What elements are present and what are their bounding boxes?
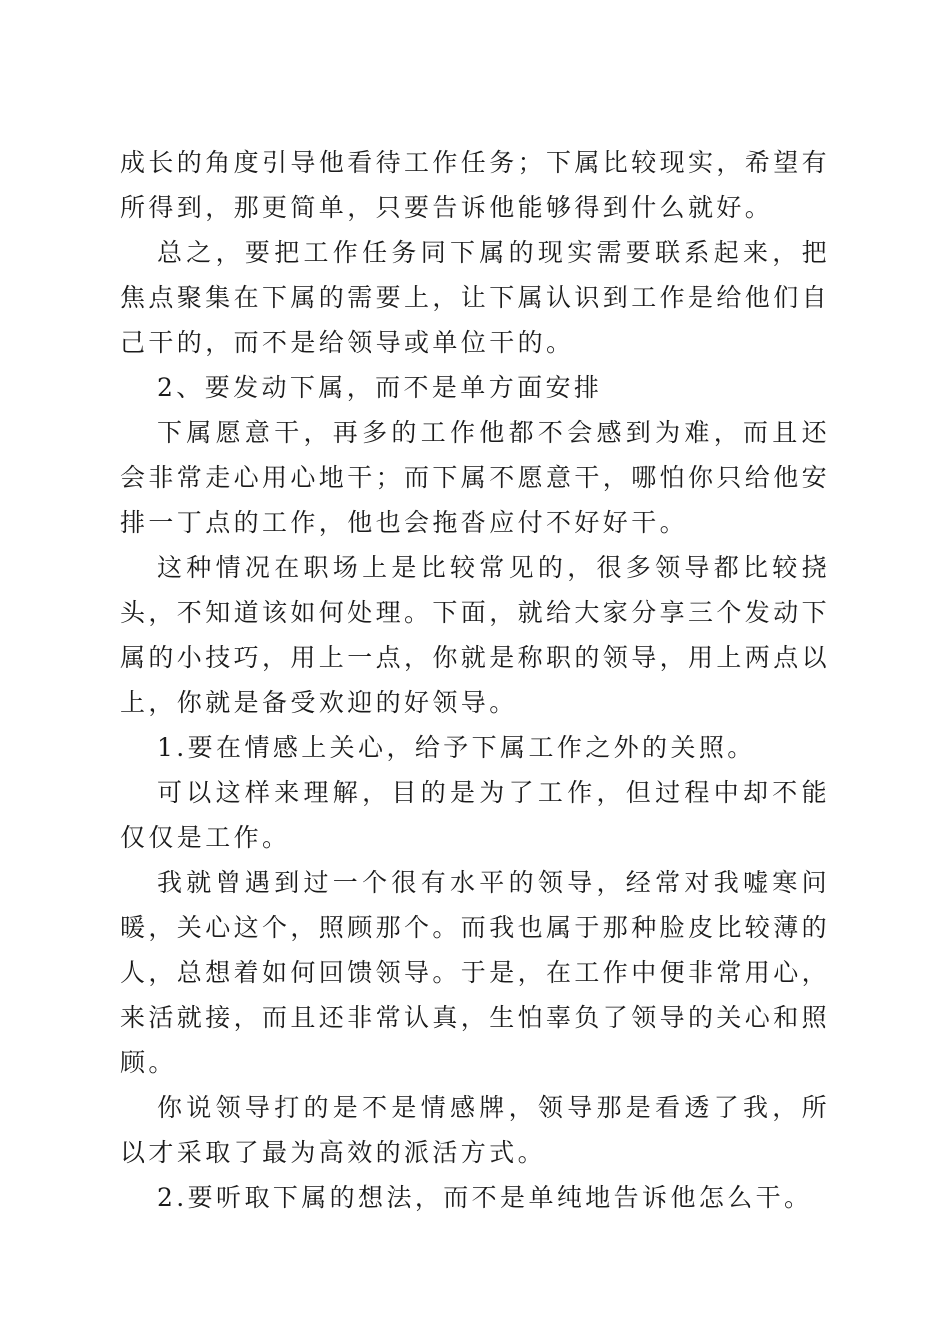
paragraph-understanding: 可以这样来理解，目的是为了工作，但过程中却不能仅仅是工作。 — [120, 778, 830, 852]
paragraph-experience: 我就曾遇到过一个很有水平的领导，经常对我嘘寒问暖，关心这个，照顾那个。而我也属于那种脸皮比较薄的人，总想着如何回馈领导。于是，在工作中便非常用心，来活就接，而且还非常认真，生怕辜负了领导的关心和照顾。 — [120, 868, 831, 1077]
paragraph-common-situation: 这种情况在职场上是比较常见的，很多领导都比较挠头，不知道该如何处理。下面，就给大家分享三个发动下属的小技巧，用上一点，你就是称职的领导，用上两点以上，你就是备受欢迎的好领导。 — [120, 553, 831, 717]
section-heading-2: 2、要发动下属，而不是单方面安排 — [157, 373, 603, 402]
subheading-2: 2.要听取下属的想法，而不是单纯地告诉他怎么干。 — [157, 1183, 813, 1212]
paragraph-continuation: 成长的角度引导他看待工作任务；下属比较现实，希望有所得到，那更简单，只要告诉他能够得到什么就好。 — [120, 148, 831, 222]
paragraph-emotional-card: 你说领导打的是不是情感牌，领导那是看透了我，所以才采取了最为高效的派活方式。 — [120, 1093, 830, 1167]
paragraph-summary: 总之，要把工作任务同下属的现实需要联系起来，把焦点聚集在下属的需要上，让下属认识到工作是给他们自己干的，而不是给领导或单位干的。 — [120, 238, 831, 357]
document-page — [120, 140, 830, 1220]
paragraph-willingness: 下属愿意干，再多的工作他都不会感到为难，而且还会非常走心用心地干；而下属不愿意干，哪怕你只给他安排一丁点的工作，他也会拖沓应付不好好干。 — [120, 418, 831, 537]
subheading-1: 1.要在情感上关心，给予下属工作之外的关照。 — [157, 733, 756, 762]
